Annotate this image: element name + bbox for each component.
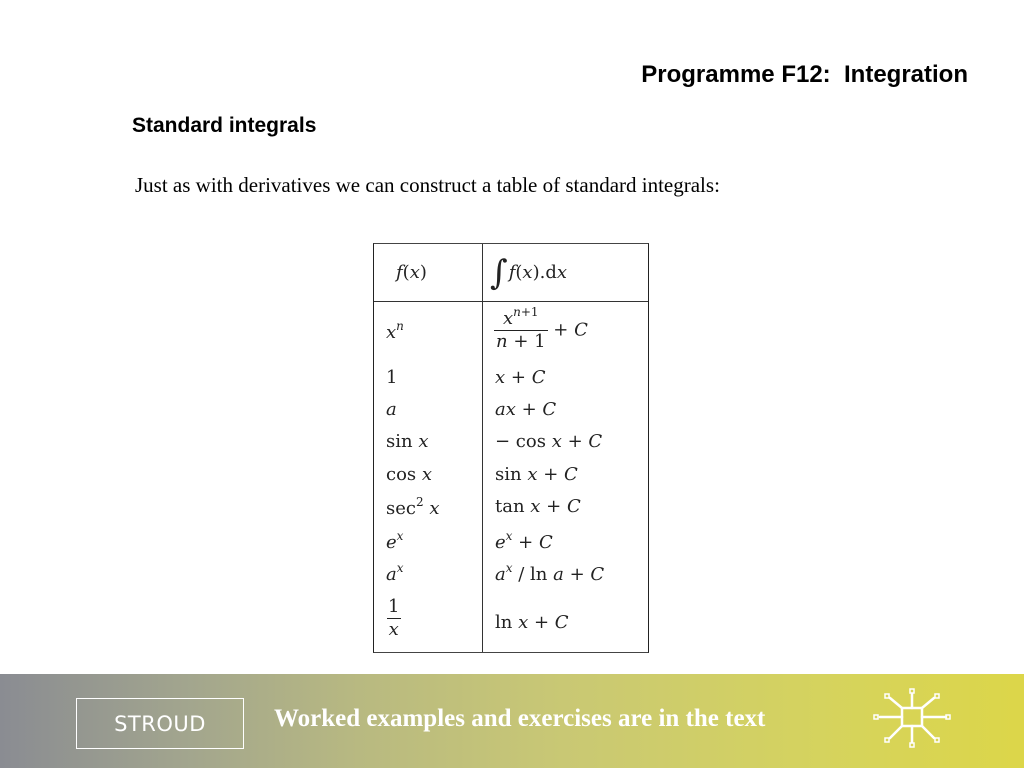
programme-title: Programme F12: Integration [641,61,968,88]
fx-row-7: $e^x$ [386,529,404,553]
integral-row-8: $a^x / \ln a + C$ [495,561,605,585]
integral-row-6: tan x + C [495,496,581,517]
integral-sign-icon: ∫ [490,253,508,293]
intro-text: Just as with derivatives we can construct a table of standard integrals: [135,173,720,197]
fx-row-3: a [386,399,397,420]
header-fx: f(x) [396,262,427,283]
fx-row-8: $a^x$ [386,561,404,585]
fx-row-6: $\sec^2 x$ [386,495,440,519]
fx-row-1: $x^n$ [386,319,404,343]
integral-row-1: $\frac{x^{n+1}}{n + 1}$ + C [496,305,588,352]
section-title: Standard integrals [132,114,317,137]
footer-tagline: Worked examples and exercises are in the text [274,705,766,732]
fx-row-5: cos x [386,464,433,485]
fx-row-2: 1 [386,367,398,388]
stroud-brand-box [76,698,244,749]
standard-integrals-table [373,243,649,653]
integral-row-9: ln x + C [495,612,569,633]
footer-bar [0,674,1024,768]
column-divider [482,244,483,652]
fx-row-9: $\frac{1}{x}$ [388,596,400,640]
integral-row-3: ax + C [495,399,557,420]
header-integral: ∫f(x).dx [490,253,568,293]
header-divider [374,301,648,302]
integral-row-2: x + C [495,367,546,388]
integral-row-4: − cos x + C [495,431,603,452]
circuit-chip-icon [872,686,952,750]
integral-row-5: sin x + C [495,464,578,485]
brand-label: STROUD [114,711,206,736]
integral-row-7: $e^x + C$ [495,529,553,553]
fx-row-4: sin x [386,431,429,452]
